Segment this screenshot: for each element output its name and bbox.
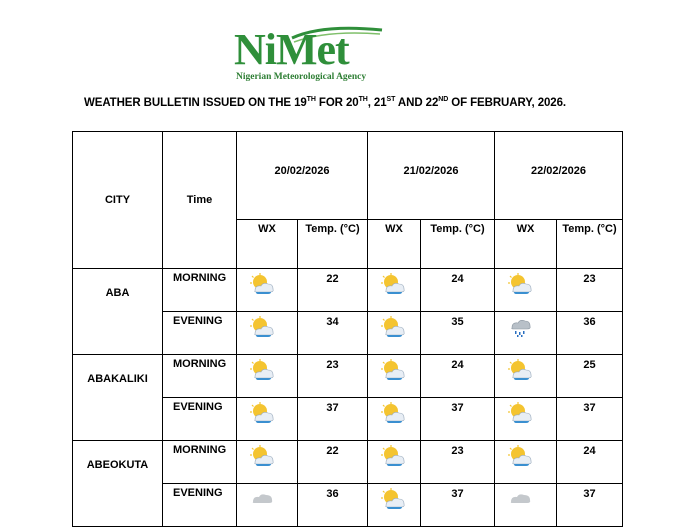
temp-header: Temp. (°C): [298, 220, 368, 269]
table-row: [73, 441, 623, 484]
temp-cell: 25: [557, 355, 623, 398]
temp-header: Temp. (°C): [421, 220, 495, 269]
wx-cell: [368, 441, 421, 484]
wx-cell: [495, 355, 557, 398]
wx-cell: [237, 355, 298, 398]
temp-cell: 22: [298, 269, 368, 312]
wx-cell: [368, 355, 421, 398]
wx-cell: [368, 269, 421, 312]
wx-header: WX: [237, 220, 298, 269]
nimet-logo: [232, 24, 384, 86]
time-cell: MORNING: [163, 355, 237, 398]
temp-cell: 37: [298, 398, 368, 441]
wx-cell: [237, 441, 298, 484]
temp-cell: 24: [421, 269, 495, 312]
city-header: CITY: [73, 132, 163, 269]
temp-cell: 37: [557, 484, 623, 527]
wx-cell: [495, 441, 557, 484]
wx-cell: [237, 312, 298, 355]
logo-subtitle: Nigerian Meteorological Agency: [236, 72, 367, 82]
forecast-table: [72, 131, 623, 527]
time-cell: EVENING: [163, 398, 237, 441]
date-header: 21/02/2026: [368, 132, 495, 220]
city-cell: ABA: [73, 269, 163, 355]
wx-header: WX: [495, 220, 557, 269]
logo-wordmark: NiMet: [234, 25, 349, 74]
temp-cell: 36: [298, 484, 368, 527]
temp-cell: 22: [298, 441, 368, 484]
wx-cell: [237, 398, 298, 441]
wx-cell: [495, 269, 557, 312]
time-header: Time: [163, 132, 237, 269]
temp-cell: 37: [421, 484, 495, 527]
temp-cell: 37: [421, 398, 495, 441]
time-cell: EVENING: [163, 312, 237, 355]
wx-cell: [495, 484, 557, 527]
temp-cell: 23: [298, 355, 368, 398]
wx-cell: [495, 398, 557, 441]
temp-cell: 23: [557, 269, 623, 312]
temp-cell: 36: [557, 312, 623, 355]
date-header: 22/02/2026: [495, 132, 623, 220]
bulletin-title: WEATHER BULLETIN ISSUED ON THE 19TH FOR 20TH, 21ST AND 22ND OF FEBRUARY, 2026.: [84, 96, 566, 109]
wx-header: WX: [368, 220, 421, 269]
time-cell: MORNING: [163, 269, 237, 312]
temp-cell: 34: [298, 312, 368, 355]
temp-cell: 23: [421, 441, 495, 484]
city-cell: ABEOKUTA: [73, 441, 163, 527]
temp-cell: 24: [421, 355, 495, 398]
wx-cell: [368, 312, 421, 355]
wx-cell: [495, 312, 557, 355]
wx-cell: [237, 269, 298, 312]
time-cell: MORNING: [163, 441, 237, 484]
temp-cell: 37: [557, 398, 623, 441]
wx-cell: [368, 398, 421, 441]
table-row: [73, 355, 623, 398]
wx-cell: [368, 484, 421, 527]
time-cell: EVENING: [163, 484, 237, 527]
temp-header: Temp. (°C): [557, 220, 623, 269]
city-cell: ABAKALIKI: [73, 355, 163, 441]
temp-cell: 35: [421, 312, 495, 355]
table-row: [73, 269, 623, 312]
date-header: 20/02/2026: [237, 132, 368, 220]
wx-cell: [237, 484, 298, 527]
temp-cell: 24: [557, 441, 623, 484]
